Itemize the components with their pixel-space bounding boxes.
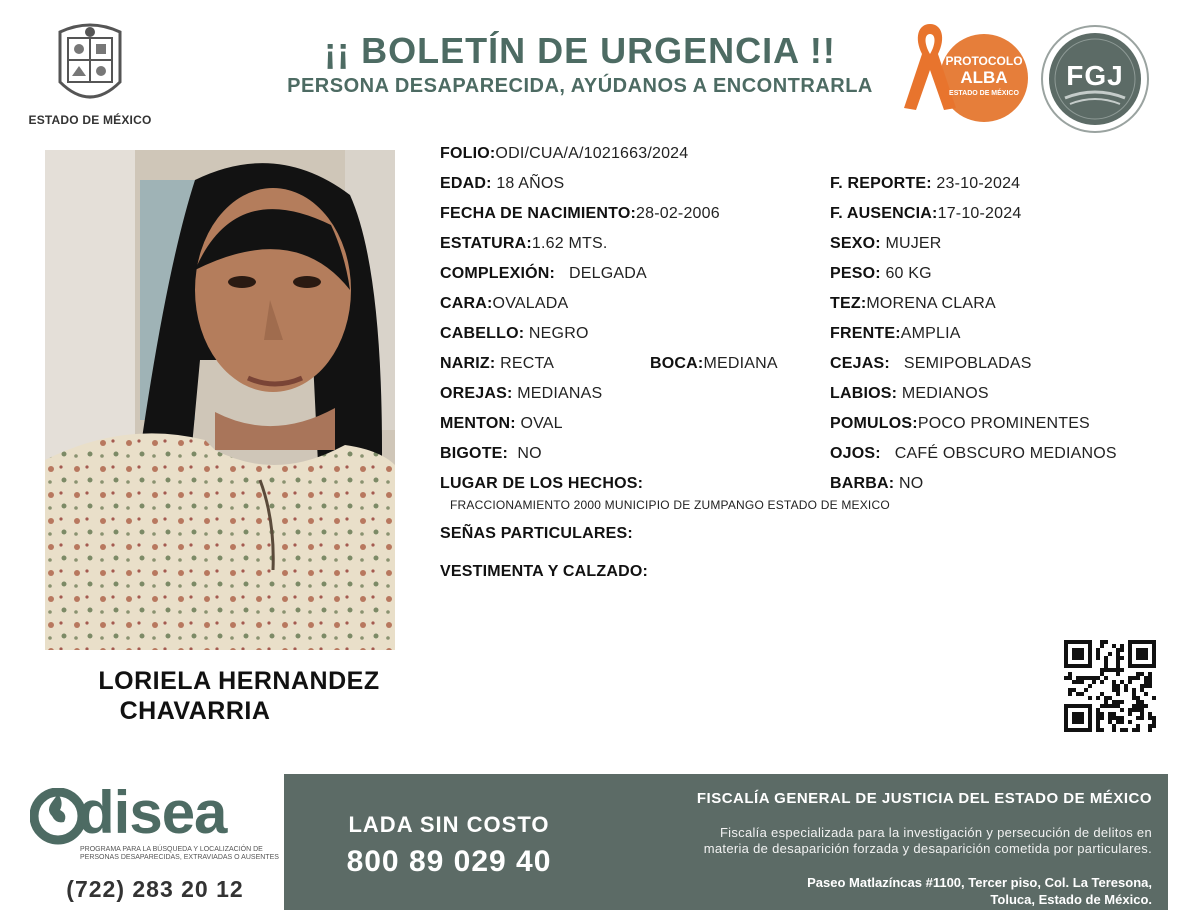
detail-peso xyxy=(830,265,932,283)
detail-bigote xyxy=(440,445,542,463)
bulletin-title: ¡¡ BOLETÍN DE URGENCIA !! xyxy=(324,30,836,71)
odisea-tagline: PROGRAMA PARA LA BÚSQUEDA Y LOCALIZACIÓN DE PERSONAS DESAPARECIDAS, EXTRAVIADAS O AUSENTES xyxy=(80,846,279,861)
detail-value: MEDIANOS xyxy=(901,385,989,402)
detail-f-reporte xyxy=(830,175,1020,193)
detail-label: FRENTE: xyxy=(830,325,901,342)
detail-boca xyxy=(650,355,778,373)
detail-label: OREJAS: xyxy=(440,385,513,402)
detail-label: BIGOTE: xyxy=(440,445,509,462)
detail-label: BARBA: xyxy=(830,475,895,492)
detail-value: AMPLIA xyxy=(900,325,961,342)
detail-value: DELGADA xyxy=(569,265,647,282)
detail-value: OVALADA xyxy=(492,295,569,312)
person-photo xyxy=(45,150,395,650)
detail-value: NEGRO xyxy=(528,325,589,342)
detail-label: F. AUSENCIA: xyxy=(830,205,938,222)
fiscalia-description xyxy=(600,825,1152,857)
detail-menton xyxy=(440,415,563,433)
detail-label: COMPLEXIÓN: xyxy=(440,265,556,282)
detail-label: FECHA DE NACIMIENTO: xyxy=(440,205,636,222)
alba-text-protocolo: PROTOCOLO xyxy=(945,54,1023,68)
qr-code-icon[interactable] xyxy=(1064,640,1156,732)
detail-value: SEMIPOBLADAS xyxy=(903,355,1032,372)
fiscalia-description-line: Fiscalía especializada para la investigación y persecución de delitos en xyxy=(719,825,1152,840)
detail-fecha-nacimiento xyxy=(440,205,720,223)
detail-cejas xyxy=(830,355,1032,373)
detail-pomulos xyxy=(830,415,1090,433)
detail-nariz xyxy=(440,355,554,373)
detail-frente xyxy=(830,325,961,343)
detail-barba xyxy=(830,475,923,493)
detail-value: MEDIANAS xyxy=(517,385,603,402)
state-label: ESTADO DE MÉXICO xyxy=(28,113,152,127)
detail-value: 1.62 MTS. xyxy=(531,235,608,252)
detail-label: OJOS: xyxy=(830,445,881,462)
detail-folio xyxy=(440,145,688,163)
detail-f-ausencia xyxy=(830,205,1021,223)
detail-value: OVAL xyxy=(520,415,563,432)
address-line: Toluca, Estado de México. xyxy=(990,892,1152,907)
alba-text-state: ESTADO DE MÉXICO xyxy=(949,90,1019,97)
detail-value: 17-10-2024 xyxy=(937,205,1022,222)
detail-value: 23-10-2024 xyxy=(936,175,1021,192)
detail-label: POMULOS: xyxy=(830,415,918,432)
detail-label: SEXO: xyxy=(830,235,881,252)
detail-value: ODI/CUA/A/1021663/2024 xyxy=(495,145,689,162)
detail-label: EDAD: xyxy=(440,175,492,192)
detail-label: CARA: xyxy=(440,295,493,312)
detail-label: SEÑAS PARTICULARES: xyxy=(440,525,633,542)
detail-edad xyxy=(440,175,564,193)
detail-label: TEZ: xyxy=(830,295,867,312)
fiscalia-description-line: materia de desaparición forzada y desaparición cometida por particulares. xyxy=(703,841,1152,856)
detail-lugar-value: FRACCIONAMIENTO 2000 MUNICIPIO DE ZUMPANGO ESTADO DE MEXICO xyxy=(450,498,890,512)
fiscalia-title: FISCALÍA GENERAL DE JUSTICIA DEL ESTADO DE MÉXICO xyxy=(696,790,1152,807)
odisea-phone[interactable]: (722) 283 20 12 xyxy=(66,876,244,902)
person-name-line1: LORIELA HERNANDEZ xyxy=(98,667,380,695)
detail-value: 60 KG xyxy=(885,265,932,282)
state-seal-icon xyxy=(52,22,128,108)
detail-senas xyxy=(440,525,633,543)
detail-tez xyxy=(830,295,996,313)
detail-value: 18 AÑOS xyxy=(496,175,565,192)
detail-value: NO xyxy=(517,445,542,462)
detail-value: 28-02-2006 xyxy=(636,205,720,222)
hotline-number[interactable]: 800 89 029 40 xyxy=(346,845,552,878)
detail-label: VESTIMENTA Y CALZADO: xyxy=(440,563,649,580)
detail-labios xyxy=(830,385,989,403)
detail-label: CABELLO: xyxy=(440,325,525,342)
detail-value: MORENA CLARA xyxy=(866,295,996,312)
detail-sexo xyxy=(830,235,942,253)
detail-label: FOLIO: xyxy=(440,145,496,162)
detail-label: LUGAR DE LOS HECHOS: xyxy=(440,475,644,492)
detail-complexion xyxy=(440,265,647,283)
person-name-line2: CHAVARRIA xyxy=(119,697,271,725)
bulletin-subtitle: PERSONA DESAPARECIDA, AYÚDANOS A ENCONTRARLA xyxy=(287,75,873,97)
detail-value: NO xyxy=(898,475,924,492)
detail-cabello xyxy=(440,325,589,343)
alba-text-alba: ALBA xyxy=(960,68,1008,87)
detail-vestimenta xyxy=(440,563,648,581)
detail-orejas xyxy=(440,385,602,403)
detail-value: MEDIANA xyxy=(703,355,778,372)
detail-label: ESTATURA: xyxy=(440,235,532,252)
detail-value: POCO PROMINENTES xyxy=(917,415,1090,432)
detail-value: RECTA xyxy=(500,355,555,372)
detail-label: CEJAS: xyxy=(830,355,890,372)
detail-cara xyxy=(440,295,568,313)
detail-ojos xyxy=(830,445,1117,463)
fgj-text: FGJ xyxy=(1066,60,1124,91)
fgj-seal-icon xyxy=(1040,24,1150,134)
hotline-label: LADA SIN COSTO xyxy=(348,812,550,837)
detail-lugar xyxy=(440,475,643,493)
fiscalia-address xyxy=(600,874,1152,908)
detail-value: MUJER xyxy=(885,235,942,252)
detail-estatura xyxy=(440,235,607,253)
detail-label: NARIZ: xyxy=(440,355,496,372)
detail-label: F. REPORTE: xyxy=(830,175,932,192)
odisea-wordmark: disea xyxy=(78,779,227,846)
detail-label: MENTON: xyxy=(440,415,516,432)
odisea-logo xyxy=(30,780,280,875)
detail-label: PESO: xyxy=(830,265,881,282)
detail-label: LABIOS: xyxy=(830,385,898,402)
protocolo-alba-logo xyxy=(900,20,1030,132)
detail-label: BOCA: xyxy=(650,355,704,372)
address-line: Paseo Matlazíncas #1100, Tercer piso, Col. La Teresona, xyxy=(807,875,1152,890)
detail-value: CAFÉ OBSCURO MEDIANOS xyxy=(894,445,1117,462)
